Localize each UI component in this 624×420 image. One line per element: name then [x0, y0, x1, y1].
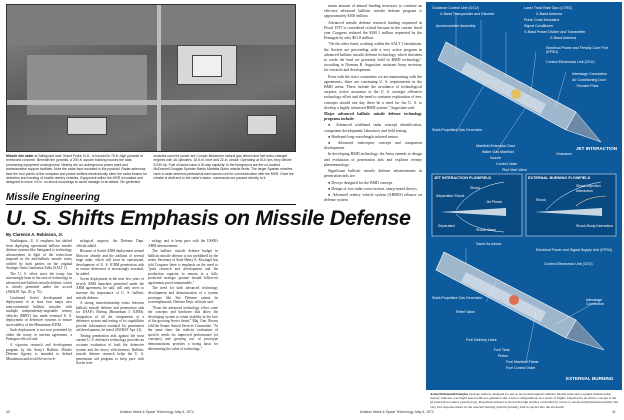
- diagram-label: Solid-Propellant Gas Generator: [432, 296, 483, 300]
- diagram-label: Solid-Propellant Gas Generator: [432, 128, 483, 132]
- page-number-right: 41: [612, 410, 616, 414]
- diagram-label: Interstage Connection: [572, 72, 608, 76]
- paragraph: Because of Soviet ABM deployment around Moscow already and the addition of several large radar, which will soon be operational, development of U. S. ICBM penetration aids to ensure deterrence is increasingly essential, he added.: [76, 249, 144, 276]
- panel-label: Shock-Body Interaction: [576, 224, 614, 228]
- panel-label: Shock Wave: [476, 228, 497, 232]
- photo-caption-text: at Safeguard near Grand Forks, N.D., is housed in 75-ft.-high pyramid of reinforced concrete. Beneath the pyramid, a 200-ft. square building houses the data processing equipment underground. Nearby are an underground power plant and administrative support facilities. Note the radar face mounted in the pyramid. Radar antennas face the four points of the compass and phase shifters electronically steer the radar beams for detection and tracking of hostile reentry vehicles. Equipment within the MSR is isolated and designed to move 4.5 in. on shock mountings to avoid damage in an attack. Six generator modules used for power are Cooper-Bessemer natural gas diesel dual fuel turbo-charged engines with 16 cylinders, 15.5-in. bore and 22-in. stroke. Operating at 514 rpm, they deliver 5,000 hp. Fuel oil tanks have a 30-day capacity. In the foreground are the co-located McDonnell Douglas Sprinter Martin Marietta Sprint missile fields. The larger Spartan missiles have a radar antenna pedestal at each launch cell for communication with the MSR. Once the missile is aloft and in the radar's beam, commands are passed directly to it.: [6, 154, 294, 185]
- diagram-label: Pilot Vent Valve: [502, 168, 527, 172]
- panel-label: Shock-Injection: [576, 184, 601, 188]
- publication-left: Aviation Week & Space Technology, May 6, 1974: [120, 410, 194, 414]
- paragraph: Major advanced ballistic missile defense technology programs include:: [324, 112, 422, 122]
- panel-label: Separated: [438, 224, 455, 228]
- diagram-label: Air Conditioning Duct: [572, 78, 606, 82]
- paragraph: ● Decoys designed for the BMD concept.: [328, 180, 393, 185]
- article-column-3: [148, 239, 218, 407]
- diagram-label: Thruster Pack: [576, 84, 599, 88]
- panel-label: Shock: [470, 186, 480, 190]
- paragraph: A vigorous research and development program by the Army's Ballistic Missile Defense Agency is intended to defend Minuteman and avoid Soviet tech-: [6, 343, 72, 361]
- panel-label: Jet Plume: [486, 200, 502, 204]
- diagram-label: Control Electronics Unit (CEU): [544, 262, 593, 266]
- paragraph: The need for both advanced technology development and demonstration of a system prototype like Site Defense cannot be overemphasized, Defense Dept. officials said.: [148, 286, 218, 305]
- diagram-label: Fuel Tank: [494, 348, 510, 352]
- panel-label: Shock: [536, 198, 546, 202]
- diagram-label: Control Valve: [496, 162, 518, 166]
- diagram-label: X-Band Power Divider and Transmitter: [524, 30, 586, 34]
- diagram-label: Interstage Connection: [586, 298, 605, 306]
- article-column-4: [324, 4, 422, 408]
- diagram-label: Piston: [498, 354, 508, 358]
- panel-label: Separation Shock: [436, 194, 465, 198]
- diagram-label: Ordnance: [556, 152, 572, 156]
- panel-title: EXTERNAL BURNING FLOWFIELD: [528, 176, 591, 180]
- paragraph: The U. S. effort since the treaty has increasingly been in the area of technology in advanced anti-ballistic missile defense, which is closely permitted under the accord (AW&ST Apr. 29, p. 70).: [6, 271, 72, 295]
- diagram-label: Electrical Power and Signal Supply Unit (EPSU): [536, 248, 613, 252]
- paragraph: In developing BMD technology, the Army intends to design and evaluation of penetration aids and explores reentry phenomenology.: [324, 152, 422, 167]
- page-number-left: 40: [6, 410, 10, 414]
- paragraph: ● Advanced wideband radar concept identification, component development, laboratory and field testing.: [324, 123, 422, 133]
- article-column-2: [76, 239, 144, 407]
- paragraph: "From the advanced technology effort come the concepts and hardware that allow the developing system to retain viability in the face of the growing Soviet threat," Maj. Gen. Brown told the Senate Armed Services Committee. "At the same time, the realistic evaluation of specific needs for improved performance (or concepts) and growing use of prototype demonstrations provides a strong basis for determining the value of technology.": [148, 305, 218, 351]
- paragraph: nology and to keep pace with the USSR's ABM advancements.: [148, 239, 218, 248]
- article-column-1: [6, 239, 72, 407]
- aerial-photo: [6, 4, 296, 152]
- paragraph: nological surprise, the Defense Dept. official added.: [76, 239, 144, 248]
- section-rule: [6, 204, 296, 205]
- interceptor-diagram: [426, 2, 622, 390]
- panel-title: JET INTERACTION FLOWFIELD: [434, 176, 492, 180]
- bottom-missile-icon: [436, 252, 604, 350]
- paragraph: A strong interrelationship exists between ballistic missile defense and penetration aids for USAF's Boeing Minuteman 3 ICBMs. Integration of all the components of a defensive system and testing of its capabilities provide information essential for penetration aid development, he noted (AW&ST Apr. 22).: [76, 301, 144, 333]
- paragraph: Washington—U. S. emphasis has shifted from deploying operational ballistic missile defense systems like Safeguard to technology advancement in light of the restrictions imposed in the anti-ballistic missile treaty ratified by both parties on the original Strategic Arms Limitation Talks (SALT 1).: [6, 239, 72, 271]
- diagram-label: Electrical Power and Freshly Cure Port (EPSU): [546, 46, 608, 54]
- photo-caption-lead: Missile site radar: [6, 154, 34, 158]
- diagram-label: Signal Conditioner: [524, 24, 554, 28]
- diagram-label: Laser Triad Rate Gyro (LTRG): [524, 6, 573, 10]
- diagram-caption: [430, 392, 620, 409]
- paragraph: ● Hardened long-wavelength infrared sensor.: [328, 134, 399, 139]
- diagram-label: X-Band Transponder and Discrete: [440, 12, 495, 16]
- diagram-label: Water Gas Manifold: [482, 150, 514, 154]
- diagram-label: Accelerometer Assembly: [436, 24, 476, 28]
- diagram-label: Fuel Control Valve: [506, 366, 536, 370]
- paragraph: Testing penetration aids against the most current U. S. defensive technology provides an accurate evaluation of both the defensive system and the decoy effectiveness. Ballistic missile defense research helps the U. S. penetration aid program to keep pace with Soviet tech-: [76, 333, 144, 366]
- paragraph: ● Advanced reentry vehicle system (ABRES) reliance on defense system: [324, 192, 422, 203]
- diagram-label: Same As Above: [476, 242, 502, 246]
- diagram-label: Guidance Control Unit (GCU): [432, 6, 479, 10]
- diagram-label: Relief Valve: [456, 310, 475, 314]
- diagram-heading: EXTERNAL BURNING: [566, 376, 614, 381]
- section-label: Missile Engineering: [6, 192, 100, 203]
- paragraph: Significant ballistic missile defense advancements in penetration aids are:: [324, 169, 422, 179]
- diagram-label: X-Band Antenna: [536, 12, 563, 16]
- photo-caption: [6, 154, 296, 185]
- paragraph: ● Advanced interceptor concept and component development.: [324, 141, 422, 151]
- diagram-caption-lead: Army/McDonnell Douglas: [430, 392, 468, 396]
- publication-right: Aviation Week & Space Technology, May 6, 1974: [360, 410, 434, 414]
- diagram-label: Pulse Code Modulator: [524, 18, 560, 22]
- diagram-caption-text: Upstage testbed, designed for use as an exoatmospheric ballistic missile interceptor against maneuvering reentry vehicles, was flight tested with two guidance and control configurations in a series of flights. Depicted in an artist's concept is the jet interaction control system (top). Propellant exhaust is ducted through nozzles controlled by valves to develop high maneuverability and very fast response times. In the external burning system (bottom), fuel is ejected into the airstream.: [430, 392, 619, 409]
- paragraph: The ballistic missile defense budget in ballistic missile defense is not prohibited by the treaty. Secretary of State Henry A. Kissinger has told Congress there is emphasis on the need to "push research and development and the production capacity to remain in a fully protected strategic posture should follow-on agreements prove unattainable.": [148, 249, 218, 285]
- paragraph: Soviet deployment in the next few years of hi-tech ABM launchers permitted under the ABM agreement, he said, will only serve to increase the importance of U. S. ballistic missile defense.: [76, 277, 144, 300]
- paragraph: imum amount of annual funding necessary to continue an effective advanced ballistic missile defense program is approximately $100 million.: [324, 4, 422, 19]
- paragraph: "On the other hand, working within the SALT 1 limitations, the Soviets are proceeding with a very active program in advanced ballistic missile defense technology, which threatens to erode the lead we presently hold in BMD technology," according to Norman R. Augustine, assistant Army secretary for research and development.: [324, 42, 422, 73]
- diagram-label: Manifold Extension Duct: [476, 144, 515, 148]
- diagram-label: Fuel Manifold Flame: [506, 360, 539, 364]
- diagram-label: X-Band Antenna: [550, 36, 577, 40]
- diagram-heading: JET INTERACTION: [576, 146, 618, 151]
- paragraph: Advanced missile defense research funding requested in Fiscal 1975 is considered critical because in the current fiscal year Congress reduced the $100.1 million requested by the Pentagon by only $61.8 million.: [324, 20, 422, 41]
- article-byline: By Clarence A. Robinson, Jr.: [6, 232, 64, 237]
- diagram-label: Fuel Delivery Lines: [466, 338, 497, 342]
- diagram-label: Control Electronics Unit (CEU): [546, 60, 595, 64]
- paragraph: ● Design of low-radar-cross-section, sharp-nosed decoys.: [328, 186, 418, 191]
- paragraph: Continued Soviet development and deployment of at least four major new intercontinental ballistic missiles with multiple independently-targetable reentry vehicles (MIRV) has made eventual U. S. deployment of defensive systems to ensure survivability of the Minuteman ICBM.: [6, 295, 72, 327]
- paragraph: Even with the strict constraints we are maintaining with the agreements, there are continuing U. S. requirements in the BMD arena. These include the avoidance of technological surprise, active assurance to the U. S. strategic offensive technology effort and the need to continue exploration of new concepts should one day there be a need for the U. S. to develop a highly advanced BMD system," Augustine said.: [324, 74, 422, 110]
- diagram-label: Nozzle: [490, 156, 501, 160]
- article-headline: U. S. Shifts Emphasis on Missile Defense: [6, 206, 411, 230]
- panel-label: Interaction: [576, 189, 593, 193]
- top-missile-icon: [438, 42, 601, 142]
- paragraph: Such deployment is not now permitted by either the treaty or interim agreement, a Pentagon official said.: [6, 328, 72, 342]
